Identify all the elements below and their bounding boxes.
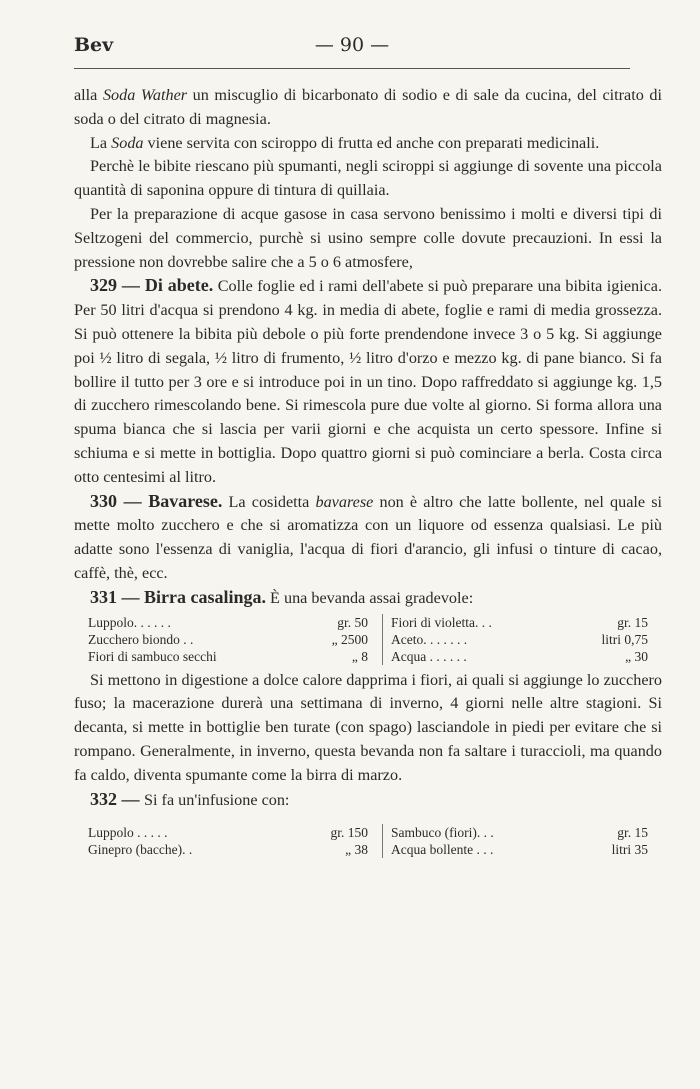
paragraph-p331 [74,586,662,611]
ingredient-quantity: „ 8 [258,648,383,665]
text-run: un miscuglio di bicarbonato di sodio e di sale da cucina, del citrato di soda o del citrato di magnesia. [74,86,662,128]
ingredient-name: Fiori di violetta. . . [391,614,492,630]
paragraph-p1 [74,84,662,132]
ingredient-quantity: gr. 150 [258,824,383,841]
text-section [74,84,662,611]
text-run: Colle foglie ed i rami dell'abete si può preparare una bibita igienica. Per 50 litri d'acqua si prendono 4 kg. in media di abete, foglie e rami di media grossezza. Si può ottenere la bibita più debole o più forte prendendone invece 3 o 5 kg. Si aggiunge poi ½ litro di segala, ½ litro di frumento, ½ litro d'orzo e mezzo kg. di pane bianco. Si fa bollire il tutto per 3 ore e si introduce poi in un tino. Dopo raffreddato si aggiunge kg. 1,5 di zucchero rimescolando bene. Si rimescola pure due volte al giorno. Si forma allora una spuma bianca che si lascia per varii giorni e che acquista un certo spessore. Infine si schiuma e si mette in bottiglia. Dopo quattro giorni si può cominciare a berla. Costa circa otto centesimi al litro. [74,277,663,486]
paragraph-p330 [74,490,662,586]
ingredients-table-331 [88,614,662,665]
ingredient-name: Luppolo . . . . . [88,825,168,841]
page-header [74,34,630,60]
ingredient-quantity: „ 30 [625,648,648,664]
paragraph-p332 [74,788,662,813]
ingredient-name: Aceto. . . . . . . [391,631,468,647]
text-run: Si fa un'infusione con: [144,790,290,809]
section-heading: Di abete. [144,275,214,296]
paragraph-p2 [74,132,662,156]
italic-term: Soda Wather [102,86,188,104]
ingredient-name: Fiori di sambuco secchi [88,648,217,664]
ingredient-name: Luppolo. . . . . . [88,614,171,630]
ingredient-quantity: litri 0,75 [601,631,648,647]
text-run: La cosidetta [222,492,316,511]
ingredient-quantity: litri 35 [611,842,648,858]
text-run: Per la preparazione di acque gasose in casa servono benissimo i molti e diversi tipi di Seltzogeni del commercio, purchè si usino sempre colle dovute precauzioni. In essi la pressione non dovrebbe salire che a 5 o 6 atmosfere, [74,204,662,271]
text-run: La [90,133,112,152]
section-number: 330 — [90,490,149,511]
text-run: viene servita con sciroppo di frutta ed anche con preparati medicinali. [143,133,600,152]
ingredient-name: Ginepro (bacche). . [88,842,193,858]
text-section [74,669,662,813]
italic-term: bavarese [315,492,374,511]
section-heading: Birra casalinga. [144,586,266,607]
ingredient-name: Sambuco (fiori). . . [391,825,494,841]
paragraph-p4 [74,203,662,274]
section-heading: Bavarese. [148,490,223,511]
paragraph-p329 [74,274,662,489]
ingredient-name: Acqua bollente . . . [391,842,494,858]
section-number: 329 — [90,275,145,296]
ingredient-name: Acqua . . . . . . [391,648,467,664]
section-number: 332 — [90,788,144,809]
ingredient-quantity: gr. 15 [617,825,648,841]
paragraph-p331b [74,669,662,788]
text-run: alla [74,86,103,104]
ingredient-quantity: gr. 50 [258,614,383,631]
section-number: 331 — [90,586,144,607]
paragraph-p3 [74,155,662,203]
ingredient-quantity: gr. 15 [617,614,648,630]
page-number: — 90 — [314,34,390,56]
running-head: Bev [74,34,114,56]
text-run: Perchè le bibite riescano più spumanti, negli sciroppi si aggiunge di sovente una piccola quantità di saponina oppure di tintura di quillaia. [74,157,662,200]
header-rule [74,68,630,69]
ingredients-table-332 [88,824,662,858]
text-run: non è altro che latte bollente, nel quale si mette molto zucchero e che si aromatizza con un liquore od essenza qualsiasi. Le più adatte sono l'essenza di vaniglia, l'acqua di fiori d'arancio, gli infusi o tinture di cacao, caffè, thè, ecc. [74,492,663,582]
text-run: Si mettono in digestione a dolce calore dapprima i fiori, ai quali si aggiunge lo zucchero fuso; la macerazione durerà una settimana di inverno, 4 giorni nelle altre stagioni. Si decanta, si mette in bottiglie ben turate (con spago) lasciandole in piedi per evitare che si rompano. Generalmente, in inverno, questa bevanda non fa saltare i turaccioli, ma quando fa caldo, diventa spumante come la birra di marzo. [74,670,662,784]
ingredient-name: Zucchero biondo . . [88,631,194,647]
ingredient-quantity: „ 2500 [258,631,383,648]
page-body [74,84,662,862]
text-run: È una bevanda assai gradevole: [266,588,474,607]
ingredient-quantity: „ 38 [258,841,383,858]
italic-term: Soda [111,133,144,152]
